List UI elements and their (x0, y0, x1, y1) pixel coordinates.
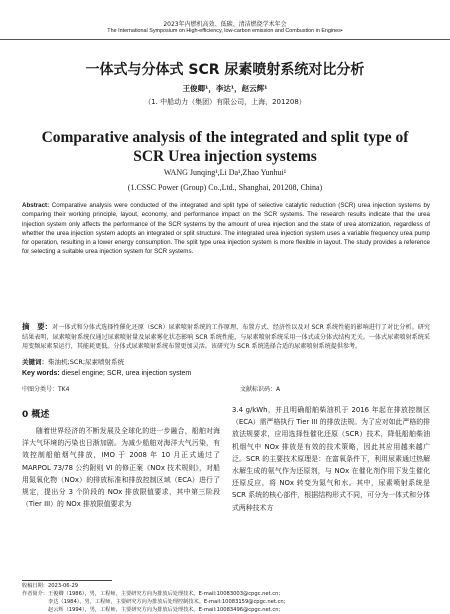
keywords-cn-label: 关键词： (22, 358, 48, 366)
authors-cn: 王俊卿¹，李达¹，赵云辉¹ (182, 84, 268, 93)
footnote-divider (22, 580, 112, 581)
affiliation-en: (1.CSSC Power (Group) Co.,Ltd., Shanghai, 201208, China) (127, 183, 323, 192)
paper-title-cn: 一体式与分体式 SCR 尿素喷射系统对比分析 (85, 62, 365, 78)
footnote-author-3: 赵云辉（1994），男，工程师，主要研究方向为排放后处理技术。E-mail:10083496@cpgc.net.cn; (48, 607, 281, 613)
footnote-author-2: 李达（1984），男，工程师，主要研究方向为排放后处理控制技术。E-mail:10083159@cpgc.net.cn; (48, 599, 286, 605)
paper-title-en: Comparative analysis of the integrated and split type of SCR Urea injection systems (41, 129, 409, 165)
footnote-received: 收稿日期：2023-06-29 (22, 583, 79, 589)
abstract-cn-label: 摘 要： (22, 322, 53, 331)
keywords-en-text: diesel engine; SCR, urea injection system (59, 370, 192, 377)
body-column-right: 3.4 g/kWh，并且明确船舶柴油机于 2016 年起在排放控制区（ECA）需严格执行 Tier III 的排放法规。为了应对如此严格的排放法规要求，应用选择性催化还原（SCR）技术，降低船舶柴油机烟气中 NOx 排放是有效的技术策略，因此其应用越来越广泛。SCR 的主要技术原理是：在富氧条件下，利用尿素通过热解水解生成的氨气作为还原剂，与 NOx 在催化剂作用下发生催化还原反应，将 NOx 转变为氮气和水。其中，尿素喷射系统是 SCR 系统的核心部件，根据结构形式不同，可分为一体式和分体式两种技术方 (232, 406, 431, 512)
body-column-left: 随着世界经济的不断发展及全球化的进一步融合，船舶对海洋大气环境的污染也日渐加剧。为减少船舶对海洋大气污染，有效控制船舶烟气排放，IMO 于 2008 年 10 月正式通过了 MARPOL 73/78 公约附则 VI 的修正案《NOx 技术规则》，对船用氮氧化物（NOx）的排放标准和排放控制区域（ECA）进行了规定，提出分 3 个阶段的 NOx 排放限值要求，其中第三阶段（Tier III）的 NOx 排放限值要求为 (22, 427, 220, 509)
keywords-en-label: Key words: (22, 370, 60, 377)
affiliation-cn: （1. 中船动力（集团）有限公司，上海，201208） (144, 98, 306, 106)
abstract-cn (22, 322, 430, 352)
header-divider (0, 39, 450, 40)
document-code: 文献标识码：A (240, 386, 281, 393)
keywords-cn-text: 柴油机;SCR;尿素喷射系统 (48, 358, 125, 366)
section-title: 0 概述 (22, 410, 50, 420)
keywords-cn (22, 357, 124, 366)
authors-en: WANG Junqing¹,Li Da¹,Zhao Yunhui¹ (163, 168, 287, 177)
classification-code: 中图分类号：TK4 (22, 386, 70, 393)
abstract-en-label: Abstract: (22, 202, 50, 209)
abstract-en (22, 201, 430, 257)
conference-header-en: The International Symposium on High-efficiency, low-carbon emission and Combustion in Engines• (107, 28, 343, 34)
conference-header-cn: 2023年内燃机高效、低碳、清洁燃烧学术年会 (163, 21, 287, 28)
abstract-en-text: Comparative analysis were conducted of the integrated and split type of selective catalytic reduction (SCR) urea injection systems by comparing their working principle, layout, economy, and performance impact on the SCR systems. The research results indicate that the urea injection system only affects the performance of the SCR systems by the amount of urea injection and the state of urea atomization, regardless of whether the urea injection system adopts an integrated or split structure. The integrated urea injection system uses a variable frequency urea pump for operation, resulting in a lower energy consumption. The split type urea injection system is more flexible in layout. The study provides a reference for selecting a suitable urea injection system for SCR systems. (22, 202, 430, 256)
abstract-cn-text: 对一体式和分体式选择性催化还原（SCR）尿素喷射系统的工作原理、布置方式、经济性以及对 SCR 系统性能的影响进行了对比分析。研究结果表明，尿素喷射系统仅通过尿素喷射量及尿素雾化状态影响 SCR 系统性能，与尿素喷射系统采用一体式或分体式结构无关。一体式尿素喷射系统采用变频尿素泵运行，其能耗更低。分体式尿素喷射系统布置更加灵活。该研究为 SCR 系统选择合适的尿素喷射系统提供参考。 (22, 324, 431, 350)
footnote-author-1: 作者简介：王俊卿（1986），男，工程师，主要研究方向为排放后处理技术。E-mail:10083003@cpgc.net.cn; (22, 591, 281, 597)
keywords-en (22, 370, 191, 377)
